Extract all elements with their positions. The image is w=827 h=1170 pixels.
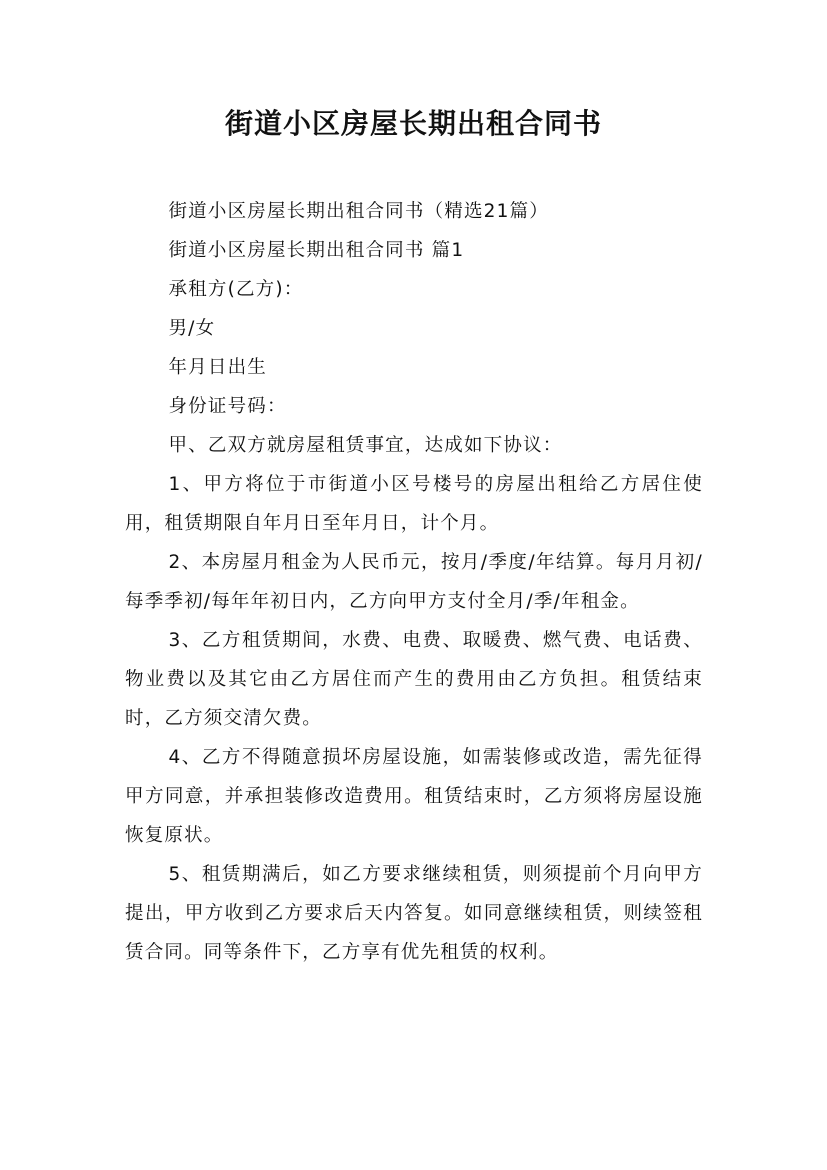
paragraph-clause-2: 2、本房屋月租金为人民币元，按月/季度/年结算。每月月初/每季季初/每年年初日内，乙方向甲方支付全月/季/年租金。 xyxy=(125,552,703,612)
paragraph-article-heading: 街道小区房屋长期出租合同书 篇1 xyxy=(168,240,465,261)
document-title: 街道小区房屋长期出租合同书 xyxy=(224,107,602,140)
paragraph-clause-5: 5、租赁期满后，如乙方要求继续租赁，则须提前个月向甲方提出，甲方收到乙方要求后天内答复。如同意继续租赁，则续签租赁合同。同等条件下，乙方享有优先租赁的权利。 xyxy=(125,864,703,963)
paragraph-gender: 男/女 xyxy=(168,318,216,339)
paragraph-lessee: 承租方(乙方)： xyxy=(168,279,304,300)
paragraph-clause-1: 1、甲方将位于市街道小区号楼号的房屋出租给乙方居住使用，租赁期限自年月日至年月日，计个月。 xyxy=(125,474,703,534)
document-body xyxy=(125,192,703,972)
paragraph-clause-3: 3、乙方租赁期间，水费、电费、取暖费、燃气费、电话费、物业费以及其它由乙方居住而产生的费用由乙方负担。租赁结束时，乙方须交清欠费。 xyxy=(125,630,703,729)
paragraph-birthdate: 年月日出生 xyxy=(168,357,267,378)
paragraph-subtitle: 街道小区房屋长期出租合同书（精选21篇） xyxy=(168,201,550,222)
paragraph-id-number: 身份证号码： xyxy=(168,396,287,417)
paragraph-clause-4: 4、乙方不得随意损坏房屋设施，如需装修或改造，需先征得甲方同意，并承担装修改造费用。租赁结束时，乙方须将房屋设施恢复原状。 xyxy=(125,747,703,846)
paragraph-agreement-intro: 甲、乙双方就房屋租赁事宜，达成如下协议： xyxy=(168,435,563,456)
